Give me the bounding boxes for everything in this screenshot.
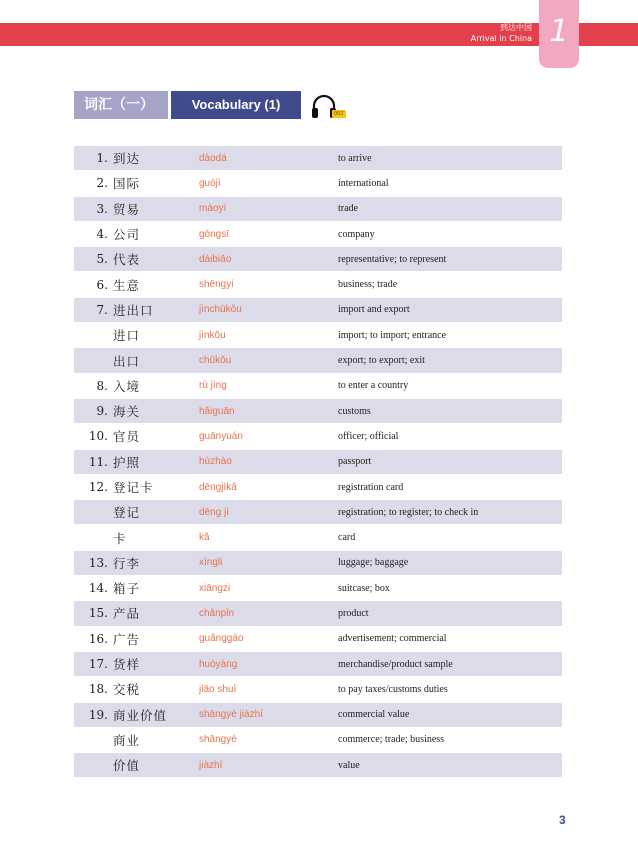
entry-number: 11.	[88, 454, 108, 469]
entry-number: 18.	[88, 682, 108, 697]
entry-number: 14.	[88, 581, 108, 596]
entry-english: luggage; baggage	[338, 557, 409, 569]
entry-number: 16.	[88, 631, 108, 646]
entry-chinese: 广告	[113, 631, 141, 647]
entry-pinyin: huòyàng	[199, 658, 238, 670]
entry-pinyin: hǎiguān	[199, 405, 235, 417]
table-row	[74, 500, 562, 525]
entry-number: 9.	[96, 404, 108, 419]
entry-pinyin: gōngsī	[199, 228, 230, 240]
entry-chinese: 登记卡	[113, 480, 154, 495]
entry-english: import and export	[338, 304, 410, 316]
chapter-title-en: Arrival in China	[470, 34, 532, 43]
entry-chinese: 公司	[113, 227, 141, 243]
entry-chinese: 交税	[113, 682, 141, 698]
table-row	[74, 753, 562, 778]
entry-chinese: 出口	[113, 353, 141, 369]
entry-number: 12.	[88, 480, 108, 494]
entry-chinese: 价值	[113, 758, 141, 774]
entry-pinyin: hùzhào	[199, 456, 232, 468]
entry-number: 15.	[88, 606, 108, 621]
table-row	[74, 247, 562, 272]
table-row	[74, 374, 562, 399]
entry-chinese: 海关	[113, 404, 141, 420]
entry-chinese: 入境	[113, 378, 141, 394]
entry-chinese: 到达	[113, 151, 141, 167]
entry-pinyin: jiāo shuì	[199, 683, 237, 695]
table-row	[74, 703, 562, 728]
entry-chinese: 卡	[113, 530, 127, 546]
table-row	[74, 728, 562, 753]
entry-english: registration; to register; to check in	[338, 506, 479, 518]
chapter-title-cn: 到达中国	[500, 23, 532, 32]
entry-number: 19.	[88, 707, 108, 722]
page-number: 3	[559, 813, 566, 827]
entry-chinese: 产品	[113, 606, 141, 622]
entry-chinese: 国际	[113, 176, 141, 192]
entry-pinyin: guójì	[199, 177, 221, 189]
entry-pinyin: jiàzhí	[199, 759, 223, 771]
entry-pinyin: xíngli	[199, 557, 223, 569]
entry-pinyin: shāngyè jiàzhí	[199, 709, 263, 721]
entry-number: 3.	[96, 201, 108, 216]
table-row	[74, 475, 562, 500]
entry-pinyin: guānyuán	[199, 430, 243, 442]
entry-english: commerce; trade; business	[338, 734, 445, 746]
table-row	[74, 298, 562, 323]
table-row	[74, 323, 562, 348]
entry-chinese: 代表	[113, 252, 141, 268]
table-row	[74, 551, 562, 576]
entry-english: merchandise/product sample	[338, 658, 453, 670]
table-row	[74, 146, 562, 171]
entry-english: international	[338, 177, 389, 189]
entry-chinese: 登记	[113, 505, 141, 521]
table-row	[74, 627, 562, 652]
entry-english: value	[338, 759, 360, 771]
entry-chinese: 行李	[113, 555, 141, 571]
entry-pinyin: màoyì	[199, 203, 227, 215]
entry-english: to enter a country	[338, 380, 409, 392]
entry-pinyin: dàodá	[199, 152, 227, 164]
entry-number: 2.	[96, 176, 108, 191]
table-row	[74, 525, 562, 550]
table-row	[74, 652, 562, 677]
chapter-tab	[539, 0, 579, 68]
entry-pinyin: dēng jì	[199, 506, 230, 518]
entry-number: 8.	[96, 378, 108, 393]
entry-number: 7.	[96, 302, 108, 317]
entry-number: 10.	[88, 429, 108, 444]
entry-english: card	[338, 532, 356, 544]
entry-number: 1.	[96, 151, 108, 166]
table-row	[74, 272, 562, 297]
audio-track-badge: 002	[334, 111, 344, 117]
entry-english: to arrive	[338, 152, 372, 164]
entry-number: 6.	[96, 277, 108, 292]
entry-english: import; to import; entrance	[338, 329, 447, 341]
entry-chinese: 官员	[113, 429, 141, 445]
section-title-en: Vocabulary (1)	[171, 91, 301, 119]
entry-pinyin: rù jìng	[199, 380, 227, 392]
table-row	[74, 576, 562, 601]
entry-english: business; trade	[338, 279, 398, 291]
entry-number: 5.	[96, 252, 108, 267]
entry-english: advertisement; commercial	[338, 633, 447, 645]
chapter-label	[471, 22, 532, 44]
entry-english: to pay taxes/customs duties	[338, 683, 448, 695]
table-row	[74, 197, 562, 222]
table-row	[74, 222, 562, 247]
entry-english: commercial value	[338, 709, 410, 721]
entry-chinese: 护照	[113, 454, 141, 470]
entry-pinyin: chǎnpǐn	[199, 607, 235, 619]
chapter-number: 1	[549, 14, 569, 49]
vocabulary-table	[74, 146, 562, 778]
entry-pinyin: dàibiǎo	[199, 253, 232, 265]
entry-chinese: 商业	[113, 732, 141, 748]
entry-english: export; to export; exit	[338, 355, 425, 367]
entry-pinyin: shēngyi	[199, 279, 234, 291]
section-title-cn: 词汇（一）	[74, 91, 168, 119]
entry-pinyin: guǎnggào	[199, 633, 244, 645]
table-row	[74, 677, 562, 702]
entry-pinyin: xiāngzi	[199, 582, 231, 594]
entry-pinyin: kǎ	[199, 532, 210, 544]
entry-english: trade	[338, 203, 358, 215]
entry-pinyin: chūkǒu	[199, 355, 232, 367]
entry-english: passport	[338, 456, 372, 468]
entry-chinese: 进口	[113, 328, 141, 344]
table-row	[74, 171, 562, 196]
entry-chinese: 贸易	[113, 201, 141, 217]
headphones-icon[interactable]	[310, 93, 346, 121]
table-row	[74, 601, 562, 626]
entry-english: officer; official	[338, 430, 399, 442]
entry-chinese: 货样	[113, 657, 141, 673]
entry-english: suitcase; box	[338, 582, 390, 594]
table-row	[74, 450, 562, 475]
entry-pinyin: jìnkǒu	[199, 329, 226, 341]
table-row	[74, 424, 562, 449]
entry-number: 17.	[88, 657, 108, 672]
section-header	[74, 91, 301, 119]
entry-english: product	[338, 607, 369, 619]
entry-english: customs	[338, 405, 371, 417]
entry-pinyin: dēngjìkǎ	[199, 481, 237, 493]
entry-chinese: 生意	[113, 277, 141, 293]
entry-english: representative; to represent	[338, 253, 447, 265]
entry-number: 4.	[96, 227, 108, 242]
table-row	[74, 348, 562, 373]
entry-pinyin: jìnchūkǒu	[199, 304, 242, 316]
entry-english: company	[338, 228, 375, 240]
entry-chinese: 进出口	[113, 302, 154, 318]
entry-number: 13.	[88, 555, 108, 570]
entry-chinese: 商业价值	[113, 707, 168, 723]
entry-english: registration card	[338, 481, 404, 493]
entry-chinese: 箱子	[113, 581, 141, 597]
entry-pinyin: shāngyè	[199, 734, 237, 746]
table-row	[74, 399, 562, 424]
